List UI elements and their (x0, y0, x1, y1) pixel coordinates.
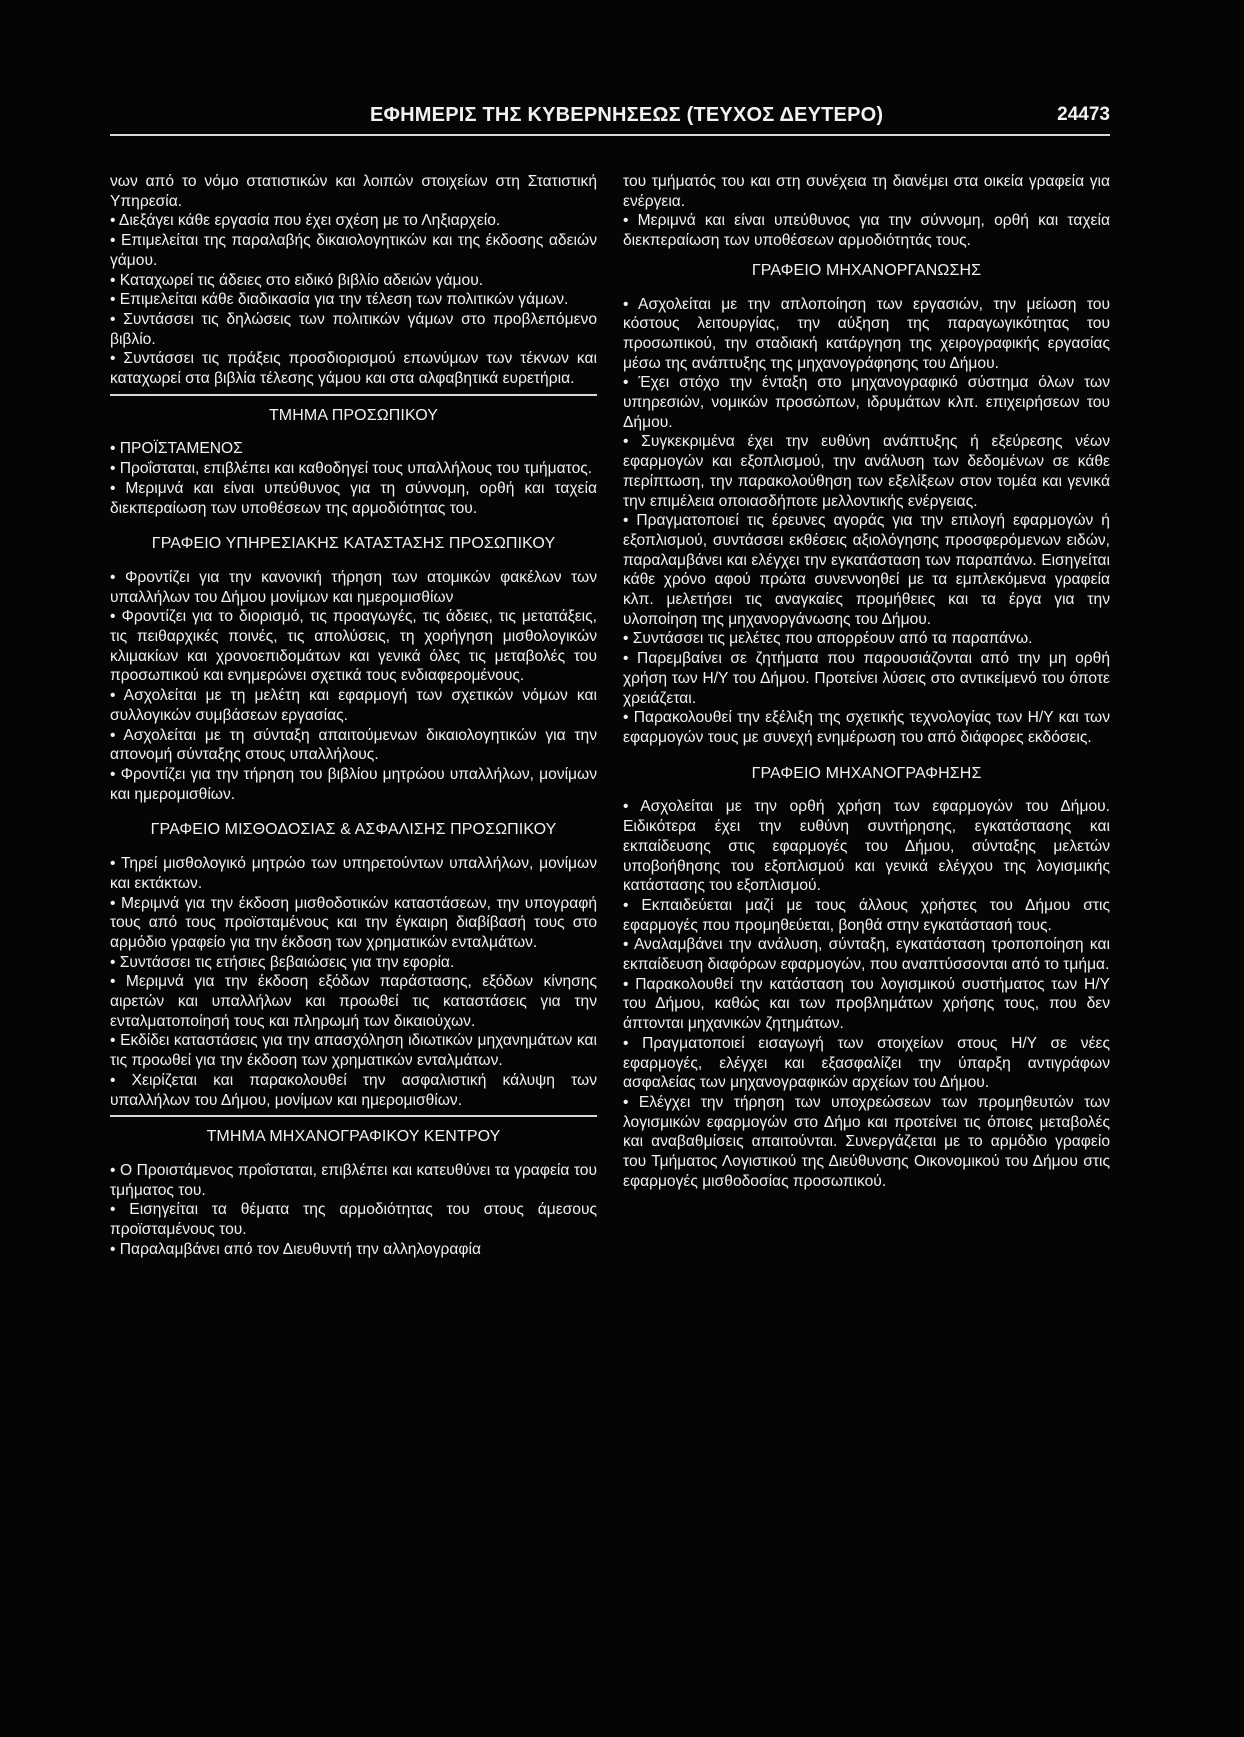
gazette-title: ΕΦΗΜΕΡΙΣ ΤΗΣ ΚΥΒΕΡΝΗΣΕΩΣ (ΤΕΥΧΟΣ ΔΕΥΤΕΡΟ) (370, 104, 884, 126)
bullet-item: • Συντάσσει τις ετήσιες βεβαιώσεις για την εφορία. (110, 953, 455, 971)
gazette-page (110, 92, 1110, 1712)
bullet-item: • Επιμελείται κάθε διαδικασία για την τέλεση των πολιτικών γάμων. (110, 291, 569, 309)
bullet-item: • Φροντίζει για το διορισμό, τις προαγωγές, τις άδειες, τις μετατάξεις, τις πειθαρχικές ποινές, τις απολύσεις, τη χορήγηση μισθολογικών κλιμακίων και χρονοεπιδομάτων και γενικά όλες τις μεταβολές του προσωπικού και ενημερώνει σχετικά τους ενδιαφερομένους. (110, 608, 597, 685)
bullet-item: • Πραγματοποιεί εισαγωγή των στοιχείων στους Η/Υ σε νέες εφαρμογές, ελέγχει και εξασφαλίζει την ύπαρξη αντιγράφων ασφαλείας των μηχανογραφικών αρχείων του Δήμου. (623, 1034, 1110, 1092)
bullet-item: • Παρεμβαίνει σε ζητήματα που παρουσιάζονται από την μη ορθή χρήση των Η/Υ του Δήμου. Προτείνει λύσεις στο αντικείμενό του όποτε χρειάζεται. (623, 650, 1110, 707)
bullet-item: • ΠΡΟΪΣΤΑΜΕΝΟΣ (110, 440, 243, 458)
bullet-item: • Εκδίδει καταστάσεις για την απασχόληση ιδιωτικών μηχανημάτων και τις προωθεί για την έκδοση των χρηματικών ενταλμάτων. (110, 1032, 597, 1070)
bullet-item: • Αναλαμβάνει την ανάλυση, σύνταξη, εγκατάσταση τροποποίηση και εκπαίδευση διαφόρων εφαρμογών, που αναπτύσσονται από το τμήμα. (623, 936, 1110, 974)
bullet-item: • Ο Προιστάμενος προΐσταται, επιβλέπει και κατευθύνει τα γραφεία του τμήματος του. (110, 1161, 597, 1199)
bullet-item: • Χειρίζεται και παρακολουθεί την ασφαλιστική κάλυψη των υπαλλήλων του Δήμου, μονίμων και ημερομισθίων. (110, 1071, 597, 1109)
page-number: 24473 (1057, 104, 1110, 125)
bullet-item: • Μεριμνά για την έκδοση μισθοδοτικών καταστάσεων, την υπογραφή τους από τους προϊσταμένους και την έγκαιρη διαβίβασή τους στο αρμόδιο γραφείο για την έκδοση των χρηματικών ενταλμάτων. (110, 894, 597, 951)
bullet-item: • Ασχολείται με τη σύνταξη απαιτούμενων δικαιολογητικών για την απονομή σύνταξης στους υπαλλήλους. (110, 726, 597, 764)
section-heading: ΓΡΑΦΕΙΟ ΜΗΧΑΝΟΓΡΑΦΗΣΗΣ (751, 764, 982, 782)
section-divider (110, 1115, 597, 1117)
bullet-item: • Διεξάγει κάθε εργασία που έχει σχέση με το Ληξιαρχείο. (110, 212, 501, 230)
section-heading: ΤΜΗΜΑ ΠΡΟΣΩΠΙΚΟΥ (268, 406, 439, 424)
bullet-item: • Προΐσταται, επιβλέπει και καθοδηγεί τους υπαλλήλους του τμήματος. (110, 460, 593, 478)
bullet-item: • Εκπαιδεύεται μαζί με τους άλλους χρήστες του Δήμου στις εφαρμογές που προμηθεύεται, βοηθά στην εγκατάστασή τους. (623, 896, 1110, 934)
page-header (110, 100, 1110, 136)
bullet-item: • Τηρεί μισθολογικό μητρώο των υπηρετούντων υπαλλήλων, μονίμων και εκτάκτων. (110, 855, 597, 892)
section-heading: ΓΡΑΦΕΙΟ ΜΗΧΑΝΟΡΓΑΝΩΣΗΣ (751, 261, 982, 279)
bullet-item: • Μεριμνά και είναι υπεύθυνος για την σύννομη, ορθή και ταχεία διεκπεραίωση των υποθέσεων αρμοδιότητάς τους. (623, 212, 1110, 250)
bullet-item: • Έχει στόχο την ένταξη στο μηχανογραφικό σύστημα όλων των υπηρεσιών, νομικών προσώπων, ιδρυμάτων κλπ. επιχειρήσεων του Δήμου. (623, 374, 1110, 431)
left-column (110, 172, 597, 1259)
section-heading: ΓΡΑΦΕΙΟ ΜΙΣΘΟΔΟΣΙΑΣ & ΑΣΦΑΛΙΣΗΣ ΠΡΟΣΩΠΙΚΟΥ (150, 821, 557, 839)
bullet-item: • Φροντίζει για την κανονική τήρηση των ατομικών φακέλων των υπαλλήλων του Δήμου μονίμων και ημερομισθίων (110, 568, 597, 606)
section-heading: ΓΡΑΦΕΙΟ ΥΠΗΡΕΣΙΑΚΗΣ ΚΑΤΑΣΤΑΣΗΣ ΠΡΟΣΩΠΙΚΟΥ (151, 535, 556, 553)
bullet-item: • Πραγματοποιεί τις έρευνες αγοράς για την επιλογή εφαρμογών ή εξοπλισμού, συντάσσει εκθέσεις αξιολόγησης προσφερόμενων ειδών, παραλαμβάνει και ελέγχει την εγκατάσταση των παραπάνω. Εισηγείται κάθε χρόνο αφού πρώτα συνεννοηθεί με τα εμπλεκόμενα γραφεία κλπ. μελετήσει τις αναγκαίες προμήθειες και τα έργα για την υλοποίηση της μηχανοργάνωσης του Δήμου. (623, 512, 1110, 628)
bullet-item: • Επιμελείται της παραλαβής δικαιολογητικών και της έκδοσης αδειών γάμου. (110, 232, 597, 269)
bullet-item: • Μεριμνά και είναι υπεύθυνος για τη σύννομη, ορθή και ταχεία διεκπεραίωση των υποθέσεων της αρμοδιότητας του. (110, 479, 597, 517)
section-heading: ΤΜΗΜΑ ΜΗΧΑΝΟΓΡΑΦΙΚΟΥ ΚΕΝΤΡΟΥ (206, 1128, 501, 1146)
bullet-item: • Παραλαμβάνει από τον Διευθυντή την αλληλογραφία (110, 1240, 481, 1258)
bullet-item: • Ασχολείται με την ορθή χρήση των εφαρμογών του Δήμου. Ειδικότερα έχει την ευθύνη συντήρησης, εγκατάστασης και εκπαίδευσης στις εφαρμογές του Δήμου, σύνταξης μελετών υποβοήθησης του εξοπλισμού και γενικά ελέγχου της λογισμικής κατάστασης του εξοπλισμού. (623, 798, 1110, 895)
bullet-item: • Εισηγείται τα θέματα της αρμοδιότητας του στους άμεσους προϊσταμένους του. (110, 1201, 597, 1239)
bullet-item: • Συντάσσει τις δηλώσεις των πολιτικών γάμων στο προβλεπόμενο βιβλίο. (110, 310, 597, 348)
right-column (623, 172, 1110, 1191)
bullet-item: • Ασχολείται με την απλοποίηση των εργασιών, την μείωση του κόστους λειτουργίας, την αύξηση της παραγωγικότητας του προσωπικού, την σταδιακή κατάργηση της χειρογραφικής εργασίας μέσω της ανάπτυξης της μηχανογράφησης του Δήμου. (623, 295, 1110, 372)
bullet-item: • Καταχωρεί τις άδειες στο ειδικό βιβλίο αδειών γάμου. (110, 271, 484, 289)
paragraph: νων από το νόμο στατιστικών και λοιπών στοιχείων στη Στατιστική Υπηρεσία. (110, 173, 597, 210)
bullet-item: • Συγκεκριμένα έχει την ευθύνη ανάπτυξης ή εξεύρεσης νέων εφαρμογών και εξοπλισμού, την ανάλυση των δεδομένων σε κάθε περίπτωση, την παρακολούθηση των εξελίξεων στον τομέα και γενικά την επιμέλεια οποιασδήποτε μελλοντικής ενέργειας. (623, 433, 1110, 510)
bullet-item: • Ελέγχει την τήρηση των υποχρεώσεων των προμηθευτών των λογισμικών εφαρμογών στο Δήμο και προτείνει τις όποιες μεταβολές και αναβαθμίσεις απαιτούνται. Συνεργάζεται με το αρμόδιο γραφείο του Τμήματος Λογιστικού της Διεύθυνσης Οικονομικού του Δήμου στις εφαρμογές μισθοδοσίας προσωπικού. (623, 1093, 1110, 1190)
bullet-item: • Συντάσσει τις πράξεις προσδιορισμού επωνύμων των τέκνων και καταχωρεί στα βιβλία τέλεσης γάμου και στα αλφαβητικά ευρετήρια. (110, 350, 597, 388)
paragraph: του τμήματός του και στη συνέχεια τη διανέμει στα οικεία γραφεία για ενέργεια. (623, 173, 1110, 210)
bullet-item: • Φροντίζει για την τήρηση του βιβλίου μητρώου υπαλλήλων, μονίμων και ημερομισθίων. (110, 765, 597, 803)
bullet-item: • Παρακολουθεί την κατάσταση του λογισμικού συστήματος των Η/Υ του Δήμου, καθώς και των προβλημάτων χρήσης τους, που δεν άπτονται μηχανικών ζητημάτων. (623, 975, 1110, 1033)
bullet-item: • Παρακολουθεί την εξέλιξη της σχετικής τεχνολογίας των Η/Υ και των εφαρμογών τους με συνεχή ενημέρωση του από διάφορες εκδόσεις. (623, 709, 1110, 746)
bullet-item: • Μεριμνά για την έκδοση εξόδων παράστασης, εξόδων κίνησης αιρετών και υπαλλήλων και προωθεί τις καταστάσεις για την ενταλματοποίησή τους και πληρωμή των δικαιούχων. (110, 973, 597, 1030)
bullet-item: • Συντάσσει τις μελέτες που απορρέουν από τα παραπάνω. (623, 630, 1033, 648)
bullet-item: • Ασχολείται με τη μελέτη και εφαρμογή των σχετικών νόμων και συλλογικών συμβάσεων εργασίας. (110, 687, 597, 724)
section-divider (110, 394, 597, 396)
